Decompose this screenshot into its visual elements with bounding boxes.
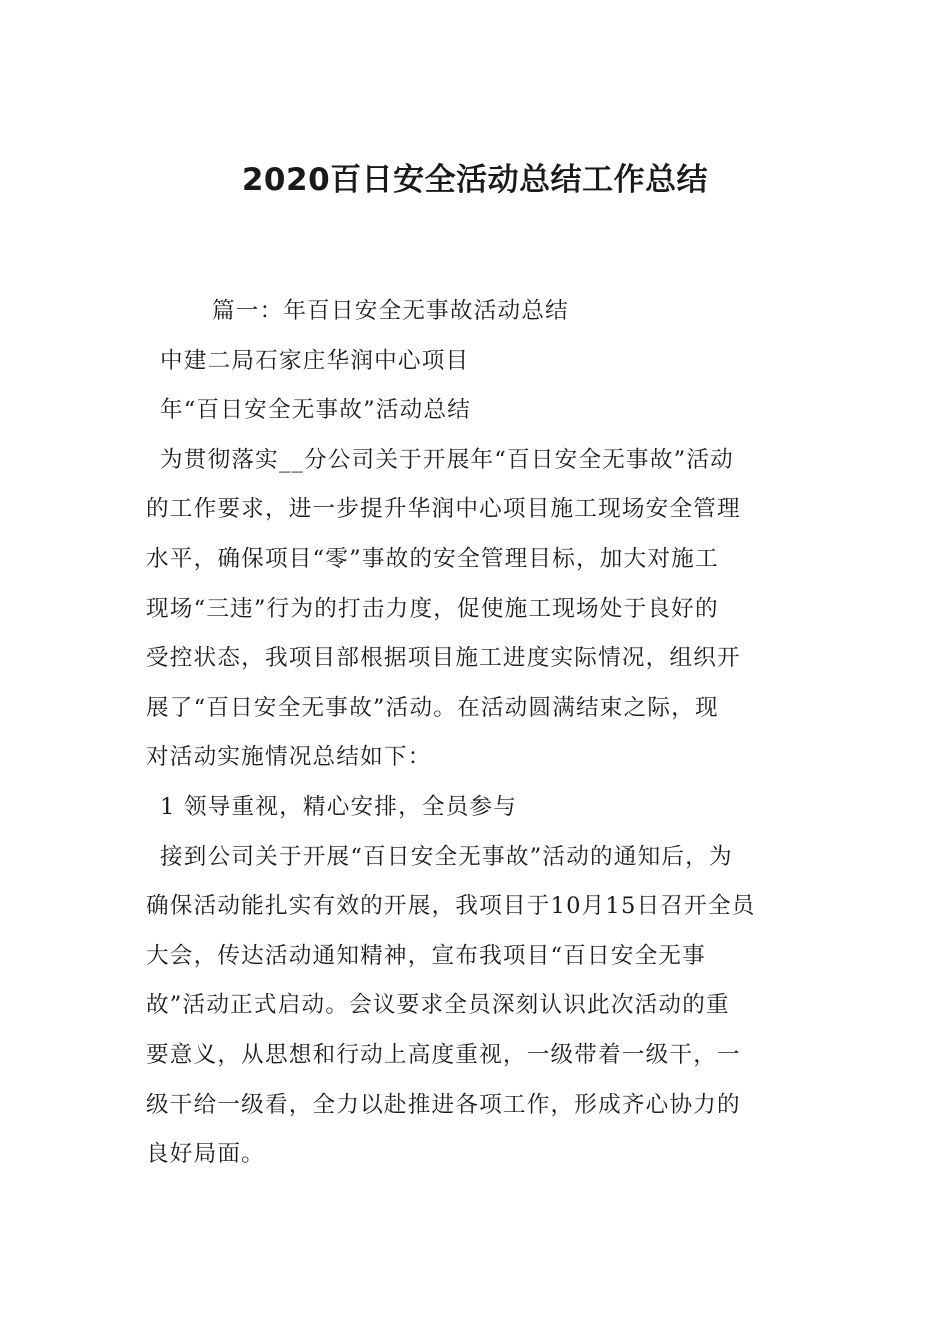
project-name-line: 中建二局石家庄华润中心项目 xyxy=(160,347,470,374)
paragraph-line: 要意义，从思想和行动上高度重视，一级带着一级干，一 xyxy=(146,1041,741,1068)
paragraph-line: 接到公司关于开展“百日安全无事故”活动的通知后，为 xyxy=(160,843,733,870)
paragraph-line: 的工作要求，进一步提升华润中心项目施工现场安全管理 xyxy=(146,496,741,523)
paragraph-line: 对活动实施情况总结如下： xyxy=(146,744,432,771)
document-title: 2020百日安全活动总结工作总结 xyxy=(241,162,709,198)
paragraph-line: 受控状态，我项目部根据项目施工进度实际情况，组织开 xyxy=(146,645,741,672)
paragraph-line: 大会，传达活动通知精神，宣布我项目“百日安全无事 xyxy=(146,942,707,969)
paragraph-line: 级干给一级看，全力以赴推进各项工作，形成齐心协力的 xyxy=(146,1091,741,1118)
paragraph-line: 确保活动能扎实有效的开展，我项目于10月15日召开全员 xyxy=(146,893,756,920)
paragraph-line: 水平，确保项目“零”事故的安全管理目标，加大对施工 xyxy=(146,545,719,572)
section-heading: 篇一：年百日安全无事故活动总结 xyxy=(212,298,569,324)
paragraph-line: 现场“三违”行为的打击力度，促使施工现场处于良好的 xyxy=(146,595,719,622)
subsection-heading: 1 领导重视，精心安排，全员参与 xyxy=(160,793,518,820)
paragraph-line: 故”活动正式启动。会议要求全员深刻认识此次活动的重 xyxy=(146,992,730,1019)
paragraph-line: 良好局面。 xyxy=(146,1141,265,1168)
paragraph-line: 展了“百日安全无事故”活动。在活动圆满结束之际，现 xyxy=(146,694,719,721)
paragraph-line: 为贯彻落实__分公司关于开展年“百日安全无事故”活动 xyxy=(160,446,734,473)
document-body xyxy=(146,287,806,1180)
summary-heading: 年“百日安全无事故”活动总结 xyxy=(160,397,472,424)
